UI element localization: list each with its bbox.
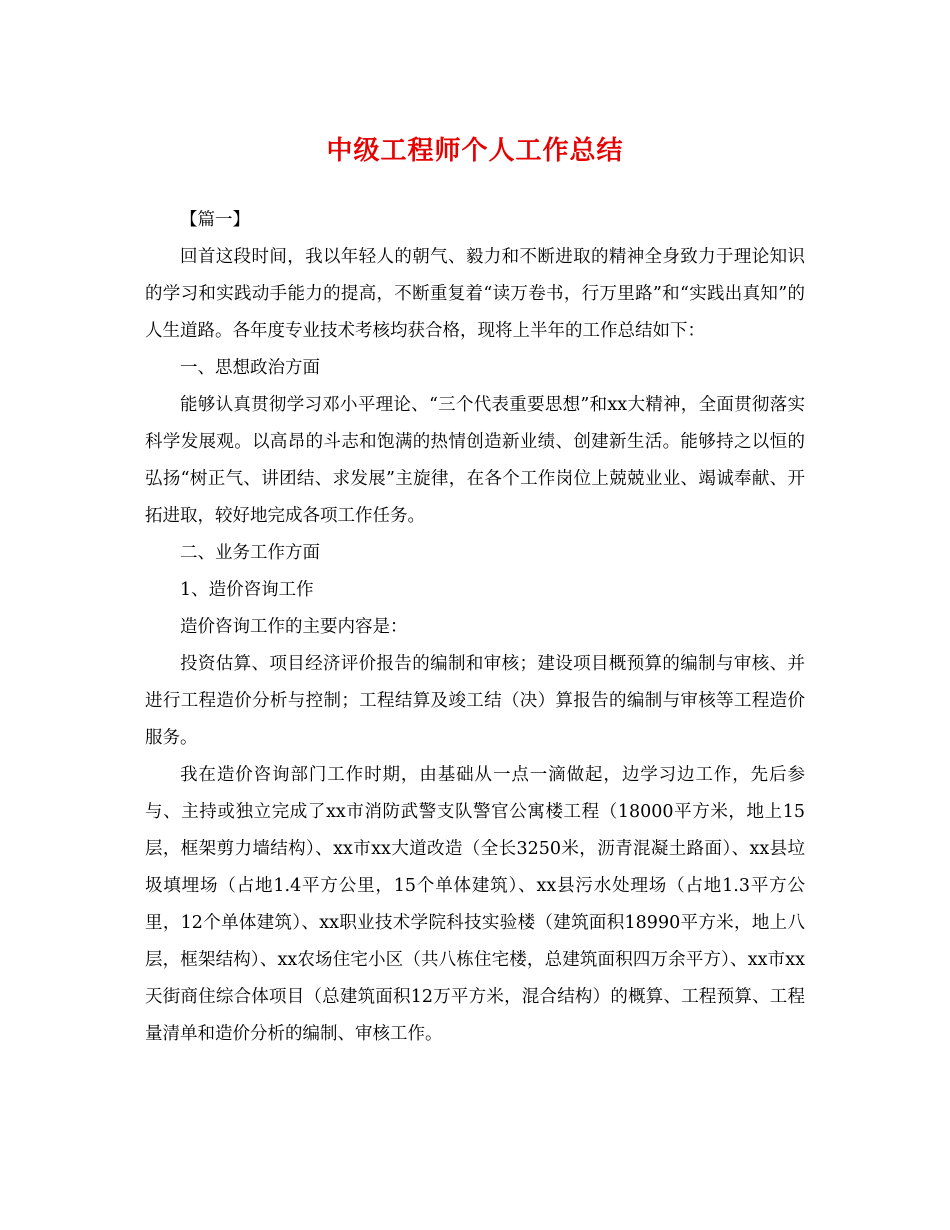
document-title: 中级工程师个人工作总结 — [326, 136, 624, 166]
section-label: 【篇一】 — [180, 210, 250, 230]
subsection-heading-cost: 1、造价咨询工作 — [180, 580, 314, 600]
cost-content-paragraph: 投资估算、项目经济评价报告的编制和审核；建设项目概预算的编制与审核、并进行工程造价分析与控制；工程结算及竣工结（决）算报告的编制与审核等工程造价服务。 — [145, 654, 805, 748]
section-heading-politics: 一、思想政治方面 — [180, 358, 320, 378]
document-body — [145, 202, 805, 1053]
intro-paragraph: 回首这段时间，我以年轻人的朝气、毅力和不断进取的精神全身致力于理论知识的学习和实践动手能力的提高，不断重复着“读万卷书，行万里路”和“实践出真知”的人生道路。各年度专业技术考核均获合格，现将上半年的工作总结如下： — [145, 247, 805, 341]
politics-paragraph: 能够认真贯彻学习邓小平理论、“三个代表重要思想”和xx大精神，全面贯彻落实科学发展观。以高昂的斗志和饱满的热情创造新业绩、创建新生活。能够持之以恒的弘扬“树正气、讲团结、求发展”主旋律，在各个工作岗位上兢兢业业、竭诚奉献、开拓进取，较好地完成各项工作任务。 — [145, 395, 805, 526]
cost-intro-paragraph: 造价咨询工作的主要内容是： — [180, 617, 408, 637]
projects-paragraph: 我在造价咨询部门工作时期，由基础从一点一滴做起，边学习边工作，先后参与、主持或独立完成了xx市消防武警支队警官公寓楼工程（18000平方米，地上15层，框架剪力墙结构）、xx市xx大道改造（全长3250米，沥青混凝土路面）、xx县垃圾填埋场（占地1.4平方公里，15个单体建筑）、xx县污水处理场（占地1.3平方公里，12个单体建筑）、xx职业技术学院科技实验楼（建筑面积18990平方米，地上八层，框架结构）、xx农场住宅小区（共八栋住宅楼，总建筑面积四万余平方）、xx市xx天街商住综合体项目（总建筑面积12万平方米，混合结构）的概算、工程预算、工程量清单和造价分析的编制、审核工作。 — [145, 765, 805, 1044]
section-heading-business: 二、业务工作方面 — [180, 543, 320, 563]
